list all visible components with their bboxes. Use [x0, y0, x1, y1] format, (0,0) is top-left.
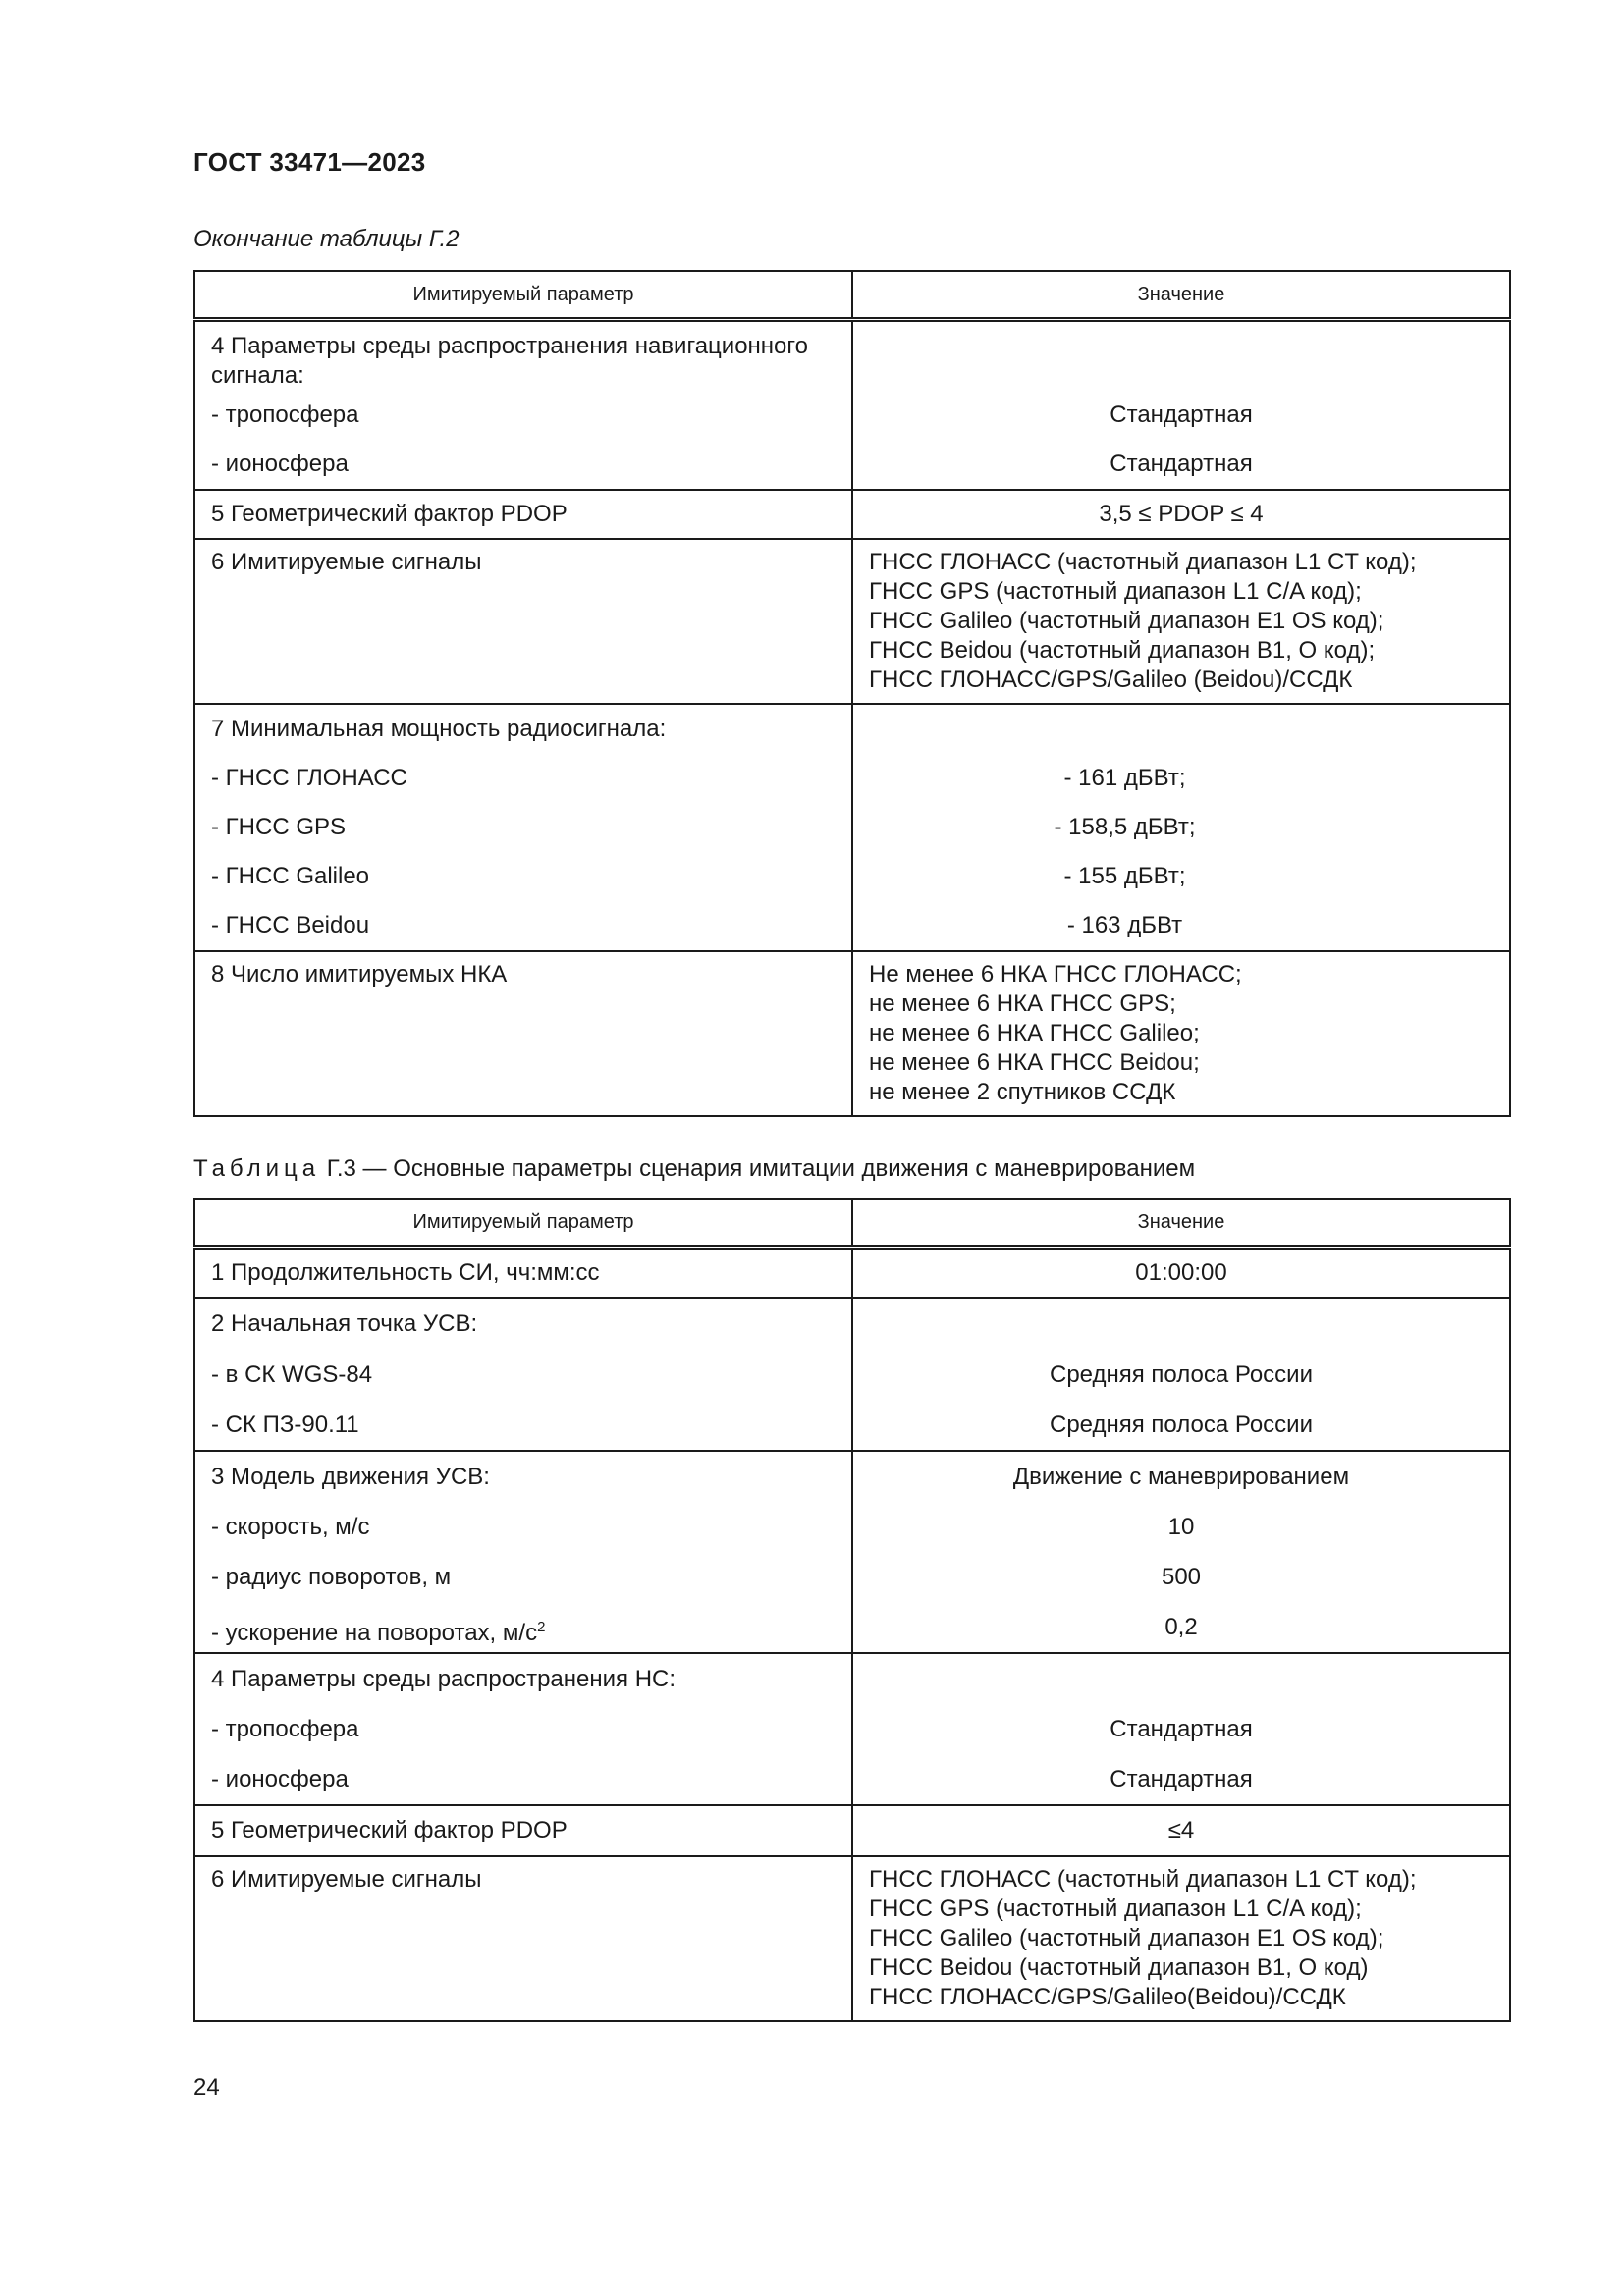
table-g2-end — [193, 270, 1511, 1117]
value-cell — [852, 1653, 1510, 1805]
value-item: - 163 дБВт — [1066, 912, 1183, 938]
param-text: 5 Геометрический фактор PDOP — [211, 501, 568, 527]
param-cell — [194, 1805, 852, 1856]
param-item: - ГНСС Galileo — [211, 863, 370, 889]
param-item: - ГНСС Beidou — [211, 912, 370, 938]
param-item: - ионосфера — [211, 451, 349, 477]
param-cell — [194, 539, 852, 704]
param-cell — [194, 1653, 852, 1805]
value-item: Стандартная — [1110, 1716, 1253, 1742]
param-text: 6 Имитируемые сигналы — [211, 1866, 482, 1893]
value-item: - 161 дБВт; — [1063, 765, 1186, 791]
table-row — [194, 704, 1510, 951]
value-cell — [852, 320, 1510, 491]
param-cell — [194, 1298, 852, 1451]
header-parameter: Имитируемый параметр — [194, 1199, 852, 1248]
row-title: 3 Модель движения УСВ: — [211, 1464, 490, 1490]
table-row — [194, 320, 1510, 491]
table-row — [194, 1653, 1510, 1805]
value-line: ГНСС GPS (частотный диапазон L1 C/A код); — [869, 1896, 1362, 1922]
page-number: 24 — [193, 2074, 220, 2101]
param-cell — [194, 490, 852, 539]
value-line: ГНСС ГЛОНАСС (частотный диапазон L1 CT код); — [869, 549, 1417, 575]
param-text: 1 Продолжительность СИ, чч:мм:сс — [211, 1259, 600, 1286]
value-item: 10 — [1167, 1514, 1195, 1540]
value-cell — [852, 490, 1510, 539]
value-line: ГНСС ГЛОНАСС/GPS/Galileo (Beidou)/ССДК — [869, 667, 1353, 693]
header-value: Значение — [852, 271, 1510, 320]
param-item: - тропосфера — [211, 401, 359, 428]
value-cell — [852, 1248, 1510, 1299]
table-label: Таблица — [193, 1155, 321, 1182]
header-value: Значение — [852, 1199, 1510, 1248]
value-cell — [852, 704, 1510, 951]
param-item: - радиус поворотов, м — [211, 1564, 452, 1590]
param-item: - ГНСС GPS — [211, 814, 347, 840]
value-line: ГНСС Galileo (частотный диапазон E1 OS код); — [869, 1925, 1384, 1951]
row-title: 4 Параметры среды распространения НС: — [211, 1666, 677, 1692]
param-cell — [194, 1248, 852, 1299]
value-line: ГНСС Beidou (частотный диапазон B1, O код) — [869, 1954, 1369, 1981]
value-cell — [852, 951, 1510, 1116]
value-item: - 155 дБВт; — [1063, 863, 1186, 889]
value-line: не менее 6 НКА ГНСС Galileo; — [869, 1020, 1200, 1046]
table-row — [194, 490, 1510, 539]
param-item — [195, 1602, 851, 1652]
table-g2-continuation-caption: Окончание таблицы Г.2 — [193, 226, 460, 252]
param-text: 8 Число имитируемых НКА — [211, 961, 508, 988]
param-item: - СК ПЗ-90.11 — [211, 1412, 359, 1438]
table-g3 — [193, 1198, 1511, 2022]
value-item: 0,2 — [1164, 1614, 1198, 1640]
param-cell — [194, 320, 852, 491]
param-item-text: - ускорение на поворотах, м/с — [211, 1620, 538, 1646]
document-header: ГОСТ 33471—2023 — [193, 147, 426, 177]
value-line: Не менее 6 НКА ГНСС ГЛОНАСС; — [869, 961, 1242, 988]
value-cell — [852, 1805, 1510, 1856]
table-g3-caption — [193, 1155, 1195, 1183]
value-text: ≤4 — [1167, 1817, 1195, 1843]
superscript: 2 — [537, 1619, 546, 1635]
value-line: ГНСС ГЛОНАСС (частотный диапазон L1 CT код); — [869, 1866, 1417, 1893]
value-item: Движение с маневрированием — [1012, 1464, 1350, 1490]
value-item: Стандартная — [1110, 451, 1253, 477]
row-title: 2 Начальная точка УСВ: — [211, 1310, 478, 1337]
value-line: не менее 2 спутников ССДК — [869, 1079, 1176, 1105]
table-row — [194, 1805, 1510, 1856]
value-item: Стандартная — [1110, 1766, 1253, 1792]
param-cell — [194, 951, 852, 1116]
value-cell — [852, 539, 1510, 704]
value-line: ГНСС GPS (частотный диапазон L1 C/A код); — [869, 578, 1362, 605]
value-line: ГНСС Beidou (частотный диапазон B1, O код); — [869, 637, 1376, 664]
value-cell — [852, 1451, 1510, 1653]
param-text: 6 Имитируемые сигналы — [211, 549, 482, 575]
param-cell — [194, 704, 852, 951]
row-title: 7 Минимальная мощность радиосигнала: — [211, 716, 667, 742]
row-title-continued: сигнала: — [211, 362, 304, 389]
param-cell — [194, 1451, 852, 1653]
value-item: 500 — [1161, 1564, 1202, 1590]
value-line: ГНСС ГЛОНАСС/GPS/Galileo(Beidou)/ССДК — [869, 1984, 1346, 2010]
table-row — [194, 1856, 1510, 2021]
value-item: Средняя полоса России — [1050, 1362, 1313, 1388]
param-item: - скорость, м/с — [211, 1514, 370, 1540]
header-parameter: Имитируемый параметр — [194, 271, 852, 320]
param-item: - ионосфера — [211, 1766, 349, 1792]
row-title: 4 Параметры среды распространения навигационного — [211, 333, 808, 359]
param-item: - ГНСС ГЛОНАСС — [211, 765, 407, 791]
table-header-row — [194, 271, 1510, 320]
value-line: не менее 6 НКА ГНСС Beidou; — [869, 1049, 1200, 1076]
value-line: не менее 6 НКА ГНСС GPS; — [869, 990, 1176, 1017]
value-item: Стандартная — [1110, 401, 1253, 428]
table-row — [194, 1248, 1510, 1299]
param-text: 5 Геометрический фактор PDOP — [211, 1817, 568, 1843]
value-text: 01:00:00 — [1135, 1259, 1227, 1286]
table-row — [194, 951, 1510, 1116]
param-item: - тропосфера — [211, 1716, 359, 1742]
table-title: Г.3 — Основные параметры сценария имитации движения с маневрированием — [320, 1155, 1196, 1182]
value-text: 3,5 ≤ PDOP ≤ 4 — [1099, 501, 1264, 527]
value-cell — [852, 1856, 1510, 2021]
param-cell — [194, 1856, 852, 2021]
value-item: Средняя полоса России — [1050, 1412, 1313, 1438]
table-header-row — [194, 1199, 1510, 1248]
table-row — [194, 539, 1510, 704]
value-cell — [852, 1298, 1510, 1451]
value-line: ГНСС Galileo (частотный диапазон E1 OS код); — [869, 608, 1384, 634]
table-row — [194, 1451, 1510, 1653]
value-item: - 158,5 дБВт; — [1054, 814, 1196, 840]
param-item: - в СК WGS-84 — [211, 1362, 373, 1388]
table-row — [194, 1298, 1510, 1451]
